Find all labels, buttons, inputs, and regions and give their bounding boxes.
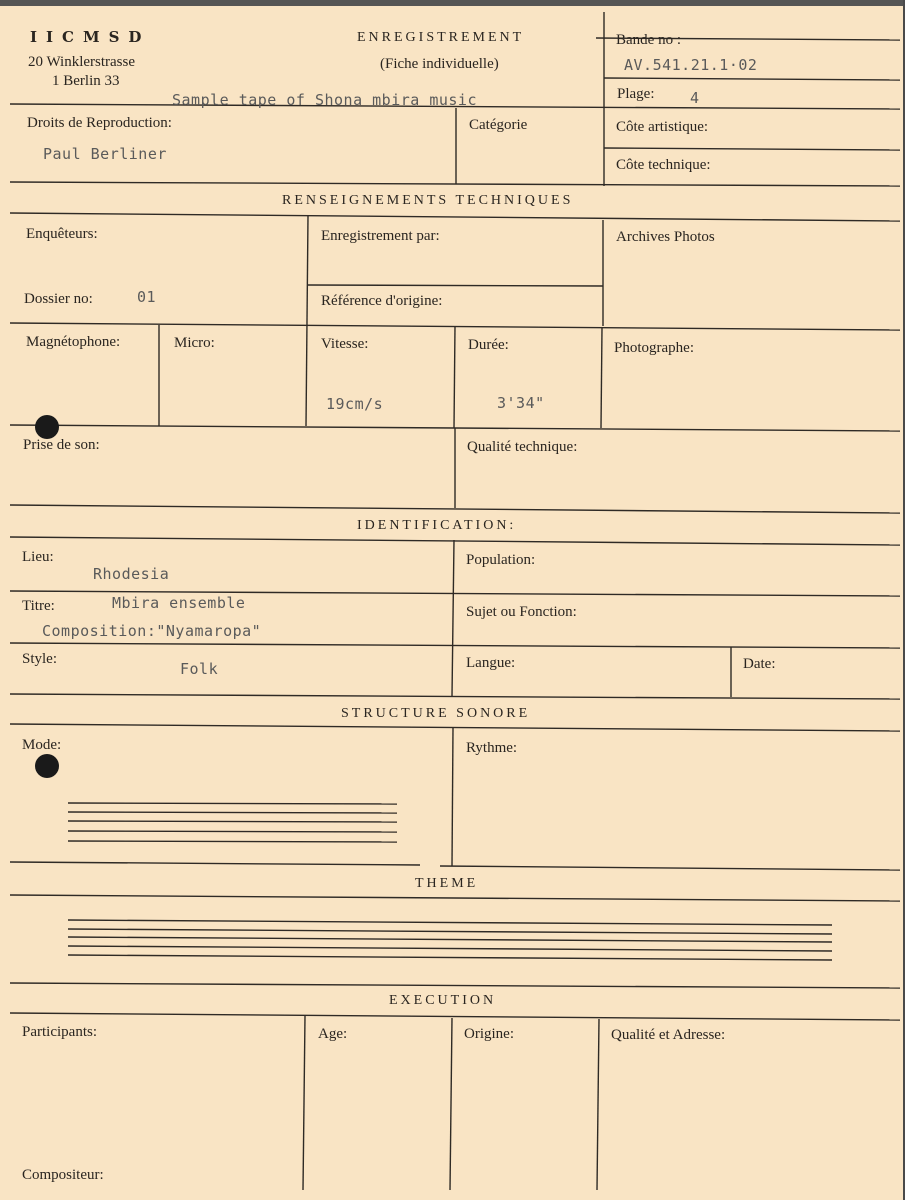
enqueteurs-label: Enquêteurs:	[26, 226, 98, 242]
compositeur-label: Compositeur:	[22, 1167, 104, 1183]
dossier-label: Dossier no:	[24, 291, 93, 307]
style-label: Style:	[22, 651, 58, 667]
enregistrement-par-label: Enregistrement par:	[321, 228, 440, 244]
origine-label: Origine:	[464, 1026, 514, 1042]
mode-label: Mode:	[22, 737, 62, 753]
bande-value: AV.541.21.1·02	[624, 56, 758, 74]
sujet-fonction-label: Sujet ou Fonction:	[466, 604, 577, 620]
reference-origine-label: Référence d'origine:	[321, 293, 443, 309]
form-title: ENREGISTREMENT	[357, 30, 525, 45]
tape-description: Sample tape of Shona mbira music	[172, 91, 477, 109]
rythme-label: Rythme:	[466, 740, 518, 756]
lieu-value: Rhodesia	[93, 565, 170, 583]
micro-label: Micro:	[174, 335, 215, 351]
section-renseignements-techniques: RENSEIGNEMENTS TECHNIQUES	[282, 193, 574, 208]
titre-label: Titre:	[22, 598, 55, 614]
address-line-2: 1 Berlin 33	[52, 73, 120, 89]
duree-value: 3'34"	[497, 394, 545, 412]
qualite-adresse-label: Qualité et Adresse:	[611, 1027, 726, 1043]
vitesse-value: 19cm/s	[326, 395, 384, 413]
punch-hole-bottom	[35, 754, 59, 778]
archives-photos-label: Archives Photos	[616, 229, 715, 245]
duree-label: Durée:	[468, 337, 509, 353]
droits-label: Droits de Reproduction:	[27, 115, 172, 131]
section-execution: EXECUTION	[389, 993, 497, 1008]
composition-value: Composition:"Nyamaropa"	[42, 622, 262, 640]
population-label: Population:	[466, 552, 536, 568]
vitesse-label: Vitesse:	[321, 336, 369, 352]
titre-value: Mbira ensemble	[112, 594, 246, 612]
address-line-1: 20 Winklerstrasse	[28, 54, 136, 70]
participants-label: Participants:	[22, 1024, 97, 1040]
dossier-value: 01	[137, 288, 157, 306]
form-subtitle: (Fiche individuelle)	[380, 56, 499, 72]
magnetophone-label: Magnétophone:	[26, 334, 121, 350]
cote-artistique-label: Côte artistique:	[616, 119, 709, 135]
categorie-label: Catégorie	[469, 117, 528, 133]
cote-technique-label: Côte technique:	[616, 157, 711, 173]
prise-de-son-label: Prise de son:	[23, 437, 100, 453]
style-value: Folk	[180, 660, 219, 678]
langue-label: Langue:	[466, 655, 516, 671]
bande-label: Bande no :	[616, 32, 681, 48]
plage-label: Plage:	[617, 86, 655, 102]
section-theme: THEME	[415, 876, 479, 891]
photographe-label: Photographe:	[614, 340, 694, 356]
org-logo: IICMSD	[30, 28, 151, 46]
plage-value: 4	[690, 89, 700, 107]
qualite-technique-label: Qualité technique:	[467, 439, 578, 455]
lieu-label: Lieu:	[22, 549, 54, 565]
droits-value: Paul Berliner	[43, 145, 167, 163]
section-identification: IDENTIFICATION:	[357, 518, 517, 533]
date-label: Date:	[743, 656, 776, 672]
section-structure-sonore: STRUCTURE SONORE	[341, 706, 531, 721]
age-label: Age:	[318, 1026, 348, 1042]
